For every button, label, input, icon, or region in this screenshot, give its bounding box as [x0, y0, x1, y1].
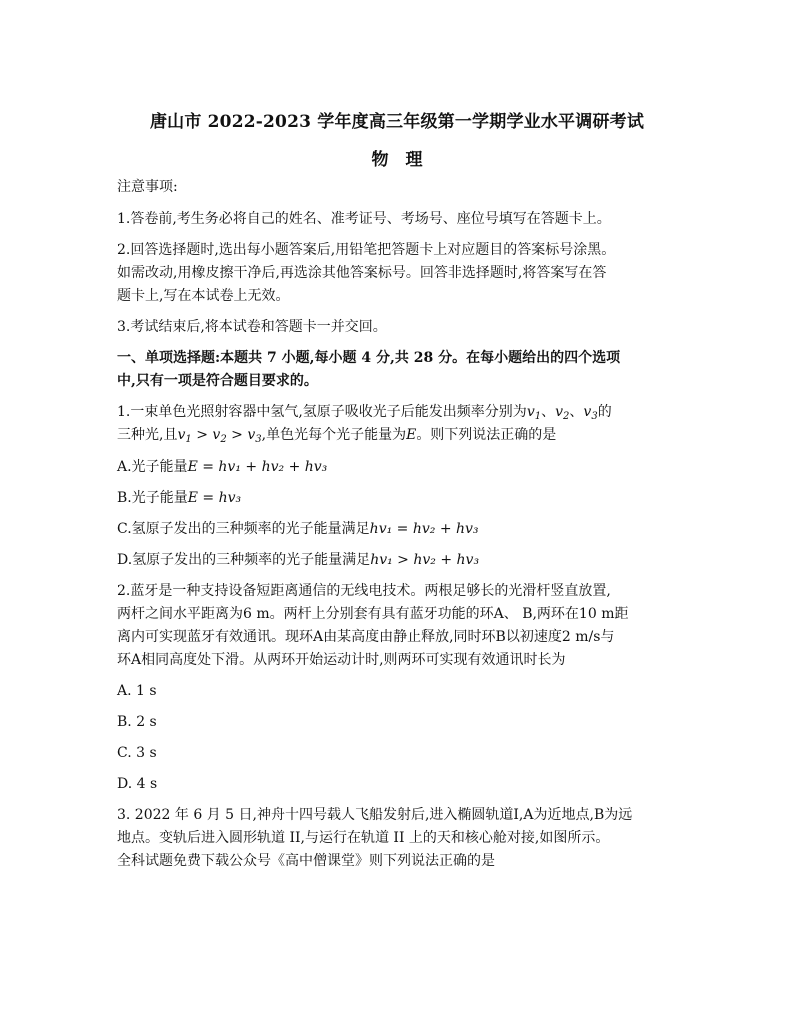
var: v — [177, 427, 186, 443]
notice-heading: 注意事项: — [117, 179, 178, 195]
sub: 3 — [591, 411, 598, 422]
question-2-option-c: C. 3 s — [117, 745, 157, 761]
exam-title: 唐山市 2022-2023 学年度高三年级第一学期学业水平调研考试 — [149, 112, 645, 132]
var: v — [212, 427, 221, 443]
sep: 、 — [569, 404, 584, 420]
question-2-option-d: D. 4 s — [117, 776, 158, 792]
v1 — [527, 404, 541, 420]
question-1-stem-line — [117, 401, 677, 424]
question-2-stem-line: 离内可实现蓝牙有效通讯。现环A由某高度由静止释放,同时环B以初速度2 m/s与 — [117, 629, 615, 645]
section-heading: 中,只有一项是符合题目要求的。 — [117, 373, 318, 389]
question-3-stem-line: 地点。变轨后进入圆形轨道 II,与运行在轨道 II 上的天和核心舱对接,如图所示。 — [117, 830, 610, 846]
sub: 2 — [563, 411, 570, 422]
v3 — [247, 427, 261, 443]
text: 单色光每个光子能量为 — [266, 427, 407, 443]
notice-item: 3.考试结束后,将本试卷和答题卡一并交回。 — [117, 319, 387, 335]
question-2-stem-line: 2.蓝牙是一种支持设备短距离通信的无线电技术。两根足够长的光滑杆竖直放置, — [117, 583, 611, 599]
comma: , — [261, 427, 267, 443]
option-label: C.氢原子发出的三种频率的光子能量满足 — [117, 521, 370, 537]
option-label: D.氢原子发出的三种频率的光子能量满足 — [117, 552, 371, 568]
question-2-stem-line: 两杆之间水平距离为6 m。两杆上分别套有具有蓝牙功能的环A、 B,两环在10 m距 — [117, 606, 629, 622]
option-formula: E = hv₁ + hv₂ + hv₃ — [187, 459, 328, 475]
sub: 1 — [534, 411, 542, 422]
question-2-option-b: B. 2 s — [117, 714, 157, 730]
option-formula: E = hv₃ — [187, 490, 242, 506]
v2 — [555, 404, 569, 420]
sub: 3 — [255, 434, 262, 445]
sep: 、 — [541, 404, 556, 420]
question-2-stem-line: 环A相同高度处下滑。从两环开始运动计时,则两环可实现有效通讯时长为 — [117, 652, 566, 668]
v2 — [212, 427, 226, 443]
energy-symbol: E — [406, 427, 417, 443]
notice-item: 1.答卷前,考生务必将自己的姓名、准考证号、考场号、座位号填写在答题卡上。 — [117, 211, 611, 227]
v3 — [583, 404, 597, 420]
notice-item: 题卡上,写在本试卷上无效。 — [117, 288, 290, 304]
section-heading: 一、单项选择题:本题共 7 小题,每小题 4 分,共 28 分。在每小题给出的四个选项 — [117, 350, 621, 366]
question-1-option-b — [117, 487, 677, 510]
option-formula: hv₁ > hv₂ + hv₃ — [370, 552, 480, 568]
text: 三种光,且 — [117, 427, 178, 443]
var: v — [583, 404, 592, 420]
sub: 1 — [185, 434, 192, 445]
text: 。则下列说法正确的是 — [416, 427, 557, 443]
gt: > — [191, 427, 213, 443]
question-1-stem-line — [117, 424, 677, 447]
question-3-stem-line: 3. 2022 年 6 月 5 日,神舟十四号载人飞船发射后,进入椭圆轨道I,A为近地点,B为远 — [117, 807, 633, 823]
option-label: B.光子能量 — [117, 490, 188, 506]
var: v — [526, 404, 535, 420]
option-formula: hv₁ = hv₂ + hv₃ — [369, 521, 479, 537]
notice-item: 2.回答选择题时,选出每小题答案后,用铅笔把答题卡上对应题目的答案标号涂黑。 — [117, 242, 616, 258]
sub: 2 — [220, 434, 227, 445]
v1 — [177, 427, 191, 443]
text: 1.一束单色光照射容器中氢气,氢原子吸收光子后能发出频率分别为 — [117, 404, 527, 420]
question-1-option-c — [117, 518, 677, 541]
question-3-stem-line: 全科试题免费下载公众号《高中僧课堂》则下列说法正确的是 — [117, 853, 495, 869]
question-2-option-a: A. 1 s — [117, 683, 157, 699]
question-1-option-d — [117, 549, 677, 572]
option-label: A.光子能量 — [117, 459, 188, 475]
text: 的 — [597, 404, 612, 420]
question-1-option-a — [117, 456, 677, 479]
var: v — [555, 404, 564, 420]
gt: > — [226, 427, 248, 443]
subject-title: 物 理 — [371, 150, 423, 170]
notice-item: 如需改动,用橡皮擦干净后,再选涂其他答案标号。回答非选择题时,将答案写在答 — [117, 265, 607, 281]
var: v — [247, 427, 256, 443]
